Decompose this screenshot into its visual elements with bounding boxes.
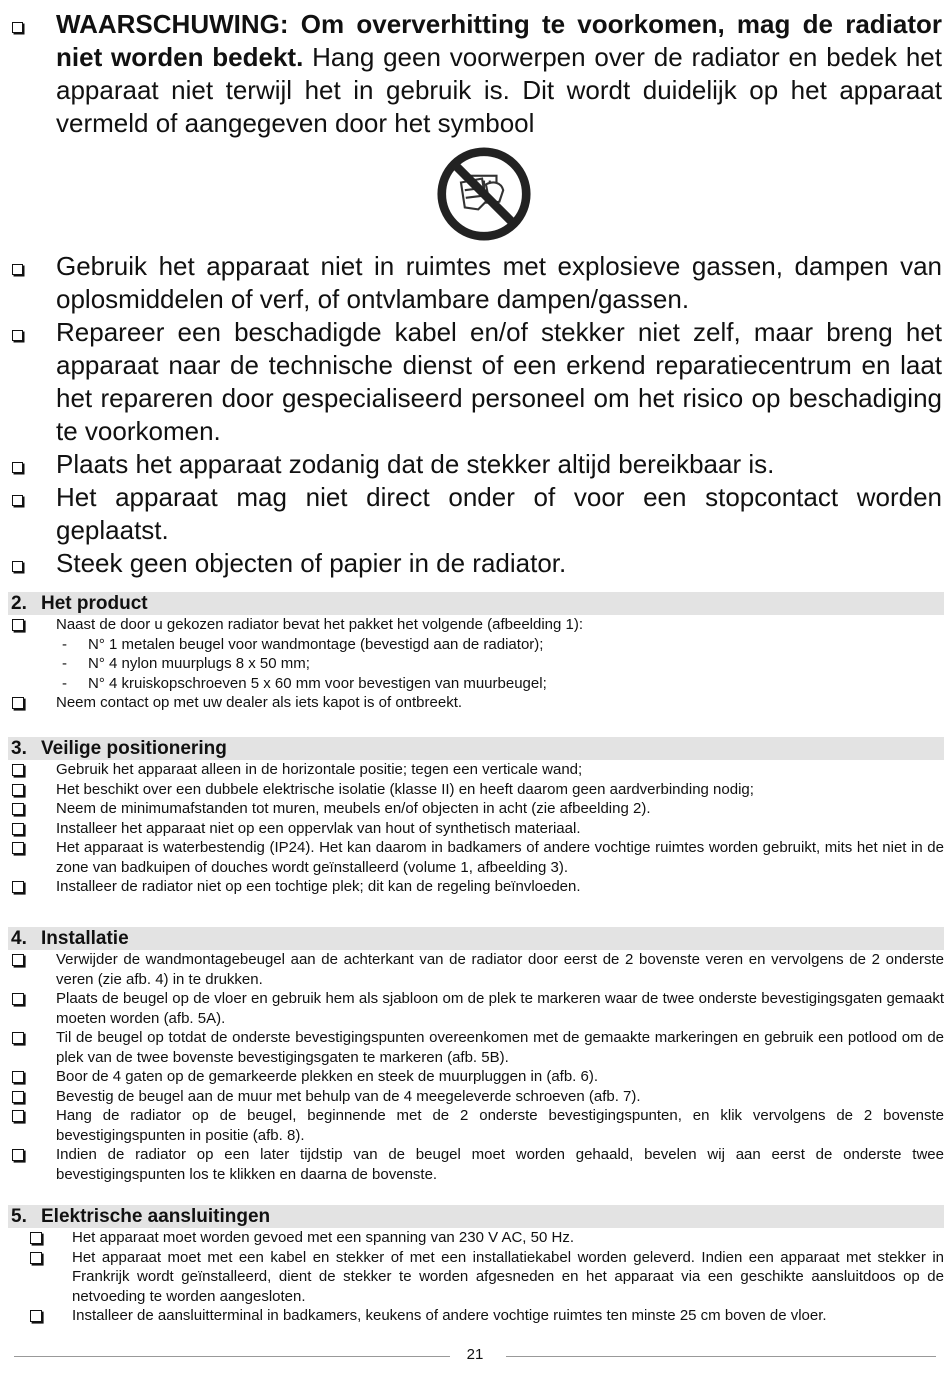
checkbox-bullet-icon [12,1032,24,1044]
list-item: Bevestig de beugel aan de muur met behulp van de 4 meegeleverde schroeven (afb. 7). [8,1087,944,1107]
section-elektrische-aansluitingen [8,1205,944,1326]
checkbox-bullet-icon [12,803,24,815]
list-item: Indien de radiator op een later tijdstip van de beugel moet worden gehaald, bevelen wij aan eerst de onderste twee bevestigingspunten los te klikken en daarna de bovenste. [8,1145,944,1184]
checkbox-bullet-icon [12,842,24,854]
warning-list [8,8,942,580]
bullet-box-icon [12,561,23,572]
checkbox-bullet-icon [12,881,24,893]
checkbox-bullet-icon [12,1110,24,1122]
list-item: Installeer het apparaat niet op een oppervlak van hout of synthetisch materiaal. [8,819,944,839]
warning-item-socket: Het apparaat mag niet direct onder of voor een stopcontact worden geplaatst. [8,481,942,547]
warning-text: Hang geen voorwerpen over de radiator en bedek het apparaat niet terwijl het in gebruik is. Dit wordt duidelijk op het apparaat vermeld of aangegeven door het symbool [56,42,942,138]
section-heading: 4. Installatie [8,927,944,950]
checkbox-bullet-icon [12,697,24,709]
checkbox-bullet-icon [12,823,24,835]
list-item: Plaats de beugel op de vloer en gebruik hem als sjabloon om de plek te markeren waar de twee onderste bevestigingsgaten gemaakt moeten worden (afb. 5A). [8,989,944,1028]
checkbox-bullet-icon [12,1149,24,1161]
section-heading: 2. Het product [8,592,944,615]
sub-item: - N° 4 nylon muurplugs 8 x 50 mm; [62,655,310,672]
list-item: Neem de minimumafstanden tot muren, meubels en/of objecten in acht (zie afbeelding 2). [8,799,944,819]
checkbox-bullet-icon [12,1091,24,1103]
list-item: Verwijder de wandmontagebeugel aan de achterkant van de radiator door eerst de 2 bovenste veren en vervolgens de 2 onderste veren (zie afb. 4) in te drukken. [8,950,944,989]
checkbox-bullet-icon [12,1071,24,1083]
warning-item-explosive: Gebruik het apparaat niet in ruimtes met explosieve gassen, dampen van oplosmiddelen of verf, of ontvlambare dampen/gassen. [8,250,942,316]
section-heading: 5. Elektrische aansluitingen [8,1205,944,1228]
list-item: Het apparaat moet worden gevoed met een spanning van 230 V AC, 50 Hz. [8,1228,944,1248]
checkbox-bullet-icon [12,993,24,1005]
list-item: Het beschikt over een dubbele elektrische isolatie (klasse II) en heeft daarom geen aardverbinding nodig; [8,780,944,800]
list-item: Het apparaat is waterbestendig (IP24). Het kan daarom in badkamers of andere vochtige ruimtes worden gebruikt, mits het niet in de zone van badkuipen of douches wordt geïnstalleerd (volume 1, afbeelding 3). [8,838,944,877]
warning-item-objects: Steek geen objecten of papier in de radiator. [8,547,942,580]
list-item: Neem contact op met uw dealer als iets kapot is of ontbreekt. [8,693,944,713]
sub-item: - N° 4 kruiskopschroeven 5 x 60 mm voor bevestigen van muurbeugel; [62,674,547,692]
sub-item: - N° 1 metalen beugel voor wandmontage (bevestigd aan de radiator); [62,635,544,653]
bullet-box-icon [12,495,23,506]
bullet-box-icon [12,462,23,473]
checkbox-bullet-icon [30,1252,42,1264]
warning-item-plug: Plaats het apparaat zodanig dat de stekker altijd bereikbaar is. [8,448,942,481]
warning-strong-text: WAARSCHUWING: Om oververhitting te voorkomen, mag de radiator niet worden bedekt. [56,9,942,72]
list-item: Installeer de aansluitterminal in badkamers, keukens of andere vochtige ruimtes ten minste 25 cm boven de vloer. [8,1306,944,1326]
bullet-box-icon [12,264,23,275]
checkbox-bullet-icon [12,784,24,796]
checkbox-bullet-icon [12,954,24,966]
list-item: Naast de door u gekozen radiator bevat het pakket het volgende (afbeelding 1): [8,615,944,635]
section-installatie [8,927,944,1184]
checkbox-bullet-icon [12,764,24,776]
section-veilige-positionering [8,737,944,897]
symbol-row [8,140,942,250]
page-number: 21 [466,1346,484,1363]
warning-item-cover [8,8,942,140]
list-item: Hang de radiator op de beugel, beginnende met de 2 onderste bevestigingspunten, en klik vervolgens de 2 bovenste bevestigingspunten in positie (afb. 8). [8,1106,944,1145]
do-not-cover-icon [436,146,532,242]
section-het-product [8,592,944,713]
page-footer [14,1344,936,1366]
checkbox-bullet-icon [30,1232,42,1244]
list-item: Gebruik het apparaat alleen in de horizontale positie; tegen een verticale wand; [8,760,944,780]
list-item: Installeer de radiator niet op een tochtige plek; dit kan de regeling beïnvloeden. [8,877,944,897]
checkbox-bullet-icon [30,1310,42,1322]
section-heading: 3. Veilige positionering [8,737,944,760]
checkbox-bullet-icon [12,619,24,631]
list-item: Boor de 4 gaten op de gemarkeerde plekken en steek de muurpluggen in (afb. 6). [8,1067,944,1087]
list-item: Het apparaat moet met een kabel en stekker of met een installatiekabel worden geleverd. Indien een apparaat met stekker in Frankrijk wordt geïnstalleerd, dient de stekker te worden afgesneden en het apparaat via een geschikte aansluitdoos op de netvoeding te worden aangesloten. [8,1248,944,1307]
bullet-box-icon [12,22,23,33]
list-item: Til de beugel op totdat de onderste bevestigingspunten overeenkomen met de gemaakte markeringen en gebruik een potlood om de plek van de twee bovenste bevestigingsgaten te markeren (afb. 5B). [8,1028,944,1067]
warning-item-repair: Repareer een beschadigde kabel en/of stekker niet zelf, maar breng het apparaat naar de technische dienst of een erkend reparatiecentrum en laat het repareren door gespecialiseerd personeel om het risico op beschadiging te voorkomen. [8,316,942,448]
bullet-box-icon [12,330,23,341]
